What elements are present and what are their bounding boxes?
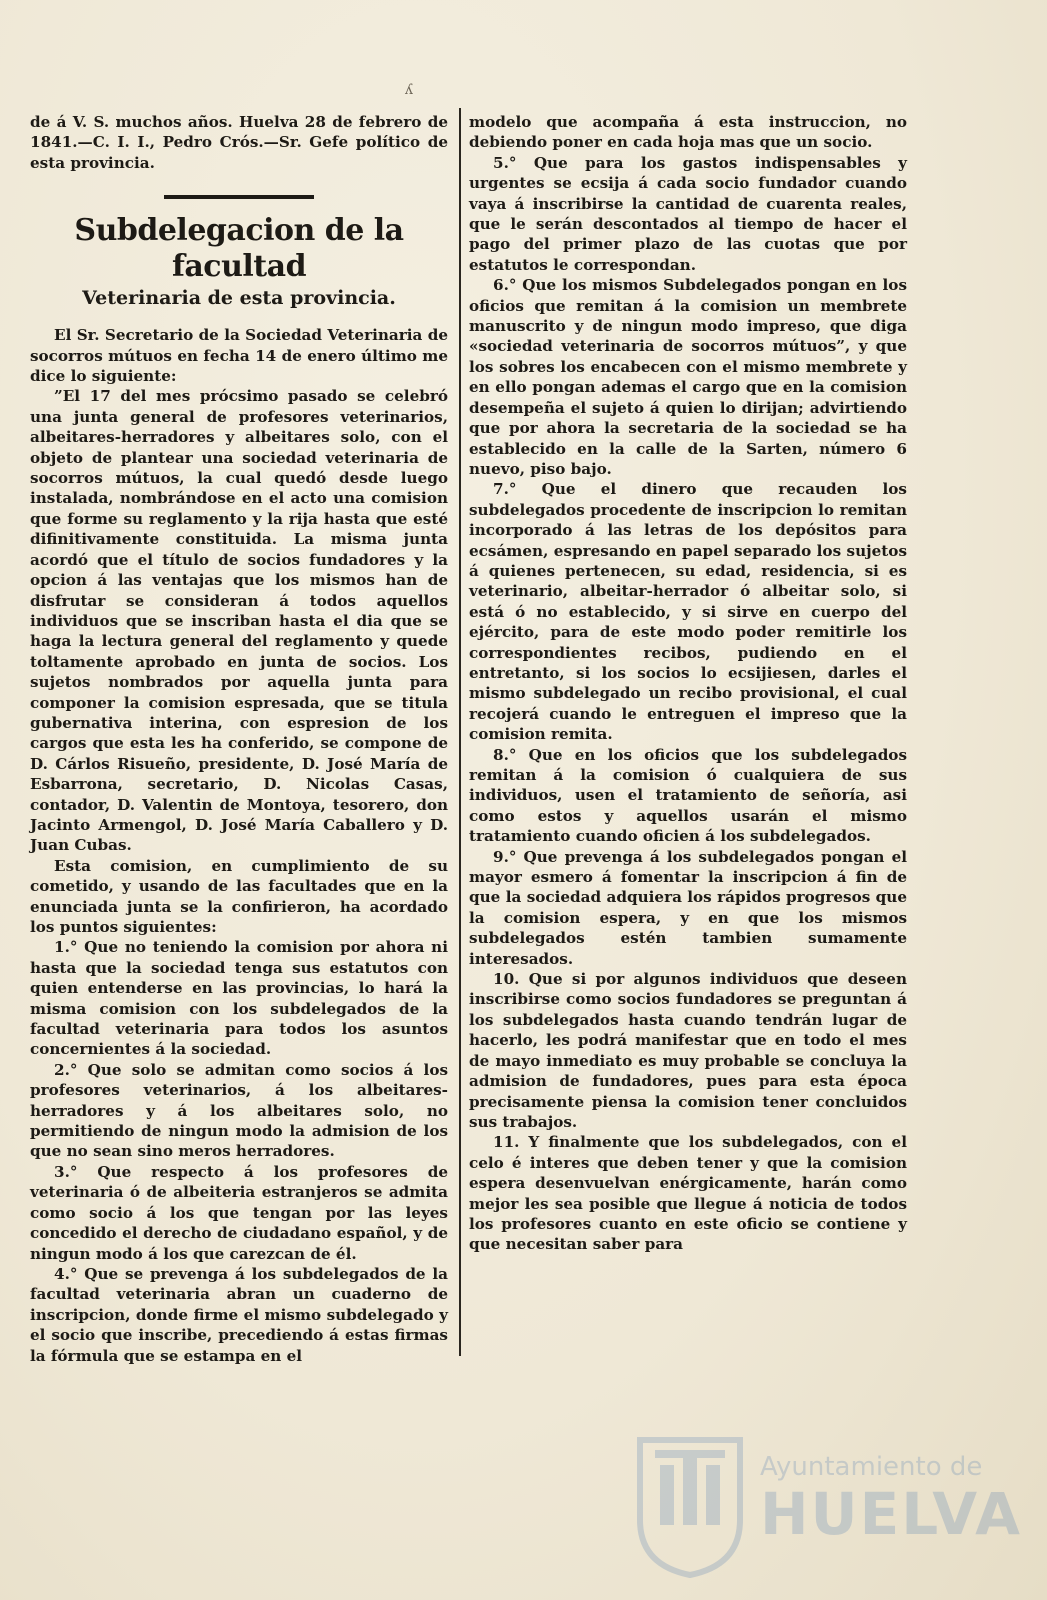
ink-mark-icon: ʎ <box>405 82 413 98</box>
watermark-line2: HUELVA <box>760 1480 1023 1548</box>
section-rule <box>164 195 314 199</box>
paragraph: 2.° Que solo se admitan como socios á los profesores veterinarios, á los albeitares-herradores y á los albeitares solo, no permitiendo de ningun modo la admision de los que no sean sino meros herradores. <box>30 1060 448 1161</box>
paragraph: 5.° Que para los gastos indispensables y urgentes se ecsija á cada socio fundador cuando vaya á inscribirse la cantidad de cuarenta reales, que le serán descontados al tiempo de hacer el pago del primer plazo de las cuotas que por estatutos le correspondan. <box>469 153 907 274</box>
section-heading: Subdelegacion de la facultad <box>74 213 404 285</box>
paragraph: 10. Que si por algunos individuos que deseen inscribirse como socios fundadores se preguntan á los subdelegados hasta cuando tendrán lugar de hacerlo, les podrá manifestar que en todo el mes de mayo inmediato es muy probable se concluya la admision de fundadores, pues para esta época precisamente piensa la comision tener concluidos sus trabajos. <box>469 970 907 1131</box>
paragraph: 1.° Que no teniendo la comision por ahora ni hasta que la sociedad tenga sus estatutos con quien entenderse en las provincias, lo hará la misma comision con los subdelegados de la facultad veterinaria para todos los asuntos concernientes á la sociedad. <box>30 938 448 1059</box>
paragraph: modelo que acompaña á esta instruccion, no debiendo poner en cada hoja mas que un socio. <box>469 113 907 152</box>
section-subheading: Veterinaria de esta provincia. <box>82 287 396 310</box>
paragraph: 7.° Que el dinero que recauden los subdelegados procedente de inscripcion lo remitan incorporado á las letras de los depósitos para ecsámen, espresando en papel separado los sujetos á quienes pertenecen, su edad, residencia, si es veterinario, albeitar-herrador ó albeitar solo, si está ó no establecido, y si sirve en cuerpo del ejército, para de este modo poder remitirle los correspondientes recibos, pudiendo en el entretanto, si los socios lo ecsijiesen, darles el mismo subdelegado un recibo provisional, el cual recojerá cuando le entreguen el impreso que la comision remita. <box>469 480 907 744</box>
paragraph: 9.° Que prevenga á los subdelegados pongan el mayor esmero á fomentar la inscripcion á fin de que la sociedad adquiera los rápidos progresos que la comision espera, y en que los mismos subdelegados estén tambien sumamente interesados. <box>469 847 907 968</box>
coat-of-arms-icon <box>630 1430 750 1580</box>
paragraph: El Sr. Secretario de la Sociedad Veterinaria de socorros mútuos en fecha 14 de enero último me dice lo siguiente: <box>30 326 448 386</box>
ayuntamiento-watermark <box>630 1430 1023 1580</box>
paragraph: 8.° Que en los oficios que los subdelegados remitan á la comision ó cualquiera de sus individuos, usen el tratamiento de señoría, asi como estos y aquellos usarán el mismo tratamiento cuando oficien á los subdelegados. <box>469 745 907 846</box>
paragraph: 3.° Que respecto á los profesores de veterinaria ó de albeiteria estranjeros se admita como socio á los que tengan por las leyes concedido el derecho de ciudadano español, y de ningun modo á los que carezcan de él. <box>30 1162 448 1263</box>
watermark-line1: Ayuntamiento de <box>760 1452 983 1482</box>
paragraph: 4.° Que se prevenga á los subdelegados de la facultad veterinaria abran un cuaderno de inscripcion, donde firme el mismo subdelegado y el socio que inscribe, precediendo á estas firmas la fórmula que se estampa en el <box>30 1264 448 1365</box>
column-divider <box>459 108 461 1356</box>
paragraph: 11. Y finalmente que los subdelegados, con el celo é interes que deben tener y que la comision espera desenvuelvan enérgicamente, harán como mejor les sea posible que llegue á noticia de todos los profesores cuanto en este oficio se contiene y que necesitan saber para <box>469 1133 907 1254</box>
right-column <box>469 112 907 1255</box>
paragraph: Esta comision, en cumplimiento de su cometido, y usando de las facultades que en la enunciada junta se la confirieron, ha acordado los puntos siguientes: <box>30 856 448 936</box>
closing-line: de á V. S. muchos años. Huelva 28 de febrero de 1841.—C. I. I., Pedro Crós.—Sr. Gefe político de esta provincia. <box>30 113 448 172</box>
left-column <box>30 112 448 1366</box>
paragraph: ”El 17 del mes prócsimo pasado se celebró una junta general de profesores veterinarios, albeitares-herradores y albeitares solo, con el objeto de plantear una sociedad veterinaria de socorros mútuos, la cual quedó desde luego instalada, nombrándose en el acto una comision que forme su reglamento y la rija hasta que esté difinitivamente constituida. La misma junta acordó que el título de socios fundadores y la opcion á las ventajas que los mismos han de disfrutar se consideran á todos aquellos individuos que se inscriban hasta el dia que se haga la lectura general del reglamento y quede toltamente aprobado en junta de socios. Los sujetos nombrados por aquella junta para componer la comision espresada, que se titula gubernativa interina, con espresion de los cargos que esta les ha conferido, se compone de D. Cárlos Risueño, presidente, D. José María de Esbarrona, secretario, D. Nicolas Casas, contador, D. Valentin de Montoya, tesorero, don Jacinto Armengol, D. José María Caballero y D. Juan Cubas. <box>30 387 448 855</box>
paragraph: 6.° Que los mismos Subdelegados pongan en los oficios que remitan á la comision un membrete manuscrito y de ningun modo impreso, que diga «sociedad veterinaria de socorros mútuos”, y que los sobres los encabecen con el mismo membrete y en ello pongan ademas el cargo que en la comision desempeña el sujeto á quien lo dirijan; advirtiendo que por ahora la secretaria de la sociedad se ha establecido en la calle de la Sarten, número 6 nuevo, piso bajo. <box>469 276 907 478</box>
